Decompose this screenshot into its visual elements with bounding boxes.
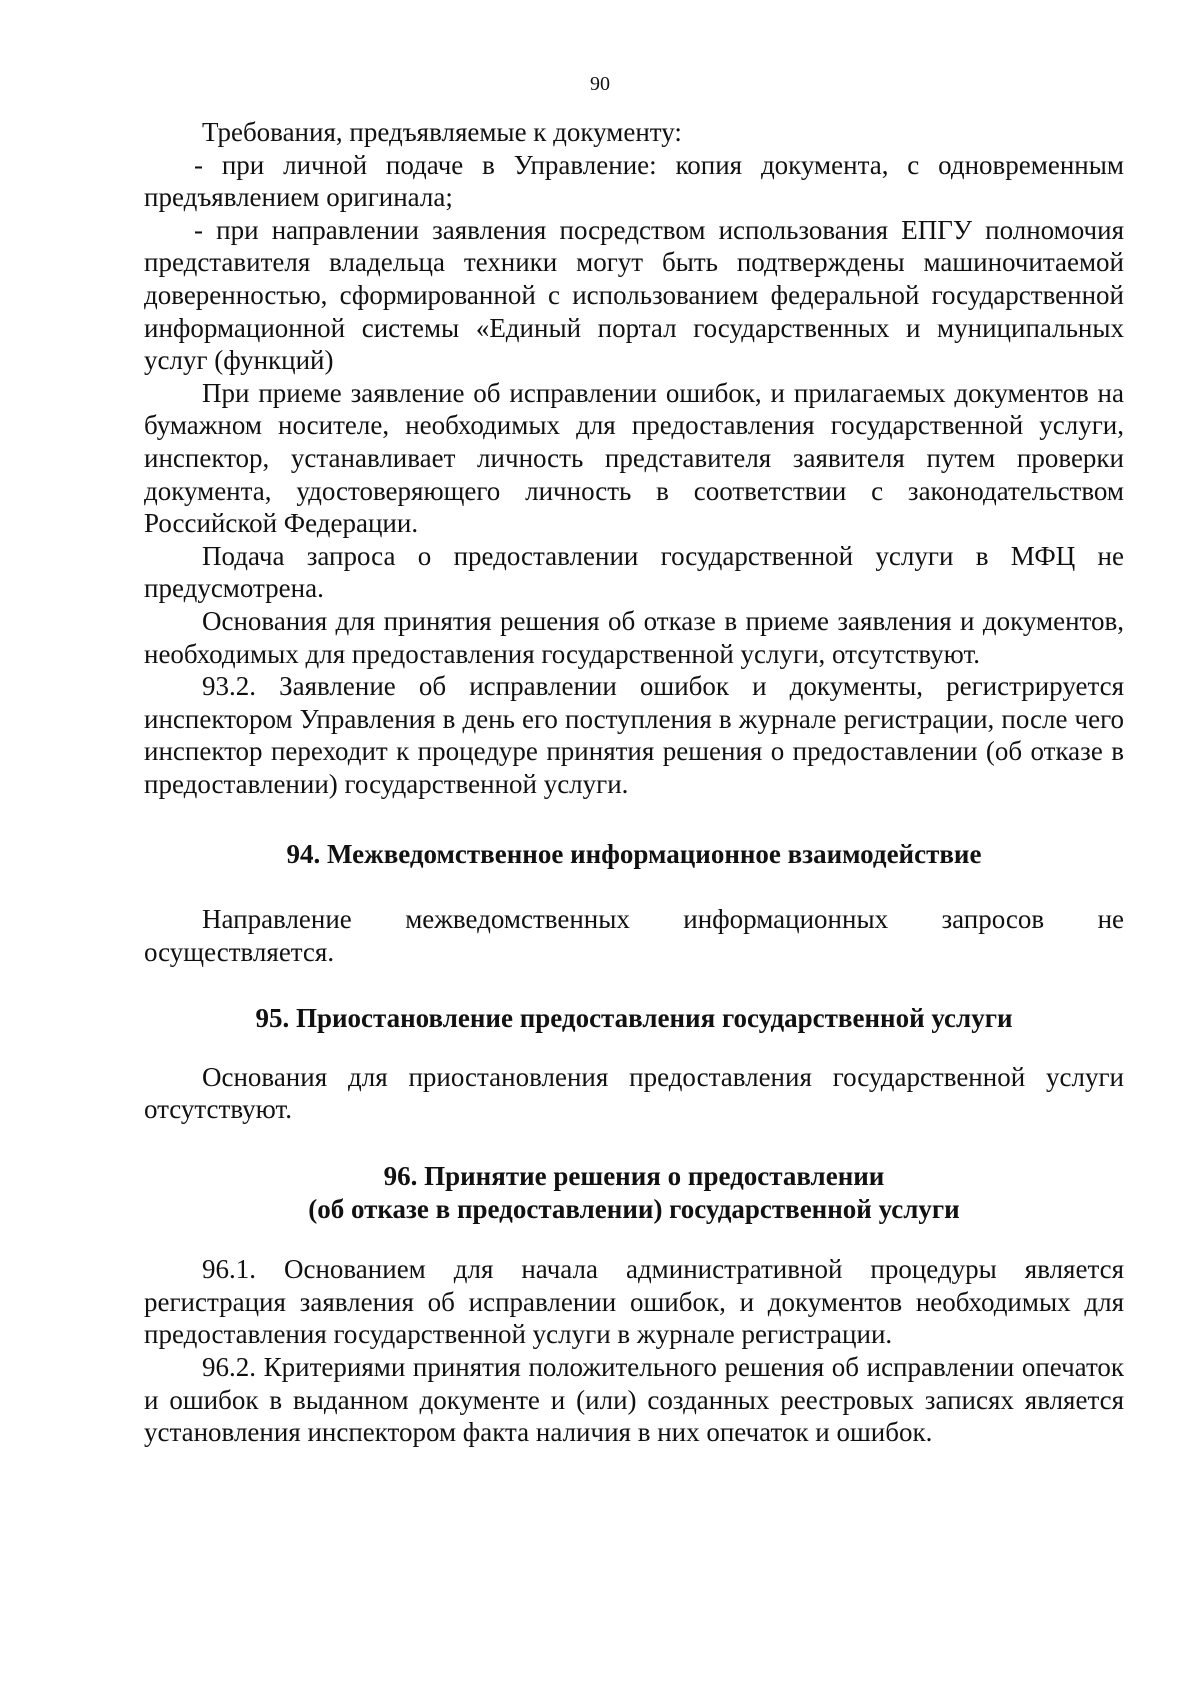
paragraph-mfc: Подача запроса о предоставлении государственной услуги в МФЦ не предусмотрена. [144,540,1124,604]
section-95-heading: 95. Приостановление предоставления государственной услуги [255,1003,1013,1034]
section-96-heading [144,1160,1124,1225]
page-number: 90 [590,73,610,95]
paragraph-96-2: 96.2. Критериями принятия положительного решения об исправлении опечаток и ошибок в выданном документе и (или) созданных реестровых записях является установления инспектором факта наличия в них опечаток и ошибок. [144,1352,1124,1448]
paragraph-96-1: 96.1. Основанием для начала административной процедуры является регистрация заявления об исправлении ошибок, и документов необходимых для предоставления государственной услуги в журнале регистрации. [144,1254,1124,1350]
section-94-text: Направление межведомственных информационных запросов не осуществляется. [144,904,1124,967]
document-body [144,116,1124,1449]
paragraph-refusal-grounds: Основания для принятия решения об отказе в приеме заявления и документов, необходимых для предоставления государственной услуги, отсутствуют. [144,605,1124,669]
paragraph-paper-acceptance: При приеме заявление об исправлении ошибок, и прилагаемых документов на бумажном носителе, необходимых для предоставления государственной услуги, инспектор, устанавливает личность представителя заявителя путем проверки документа, удостоверяющего личность в соответствии с законодательством Российской Федерации. [144,377,1124,539]
section-95-text: Основания для приостановления предоставления государственной услуги отсутствуют. [144,1061,1124,1125]
paragraph-93-2: 93.2. Заявление об исправлении ошибок и документы, регистрируется инспектором Управления в день его поступления в журнале регистрации, после чего инспектор переходит к процедуре принятия решения о предоставлении (об отказе в предоставлении) государственной услуги. [144,671,1124,799]
section-96-heading-line1: 96. Принятие решения о предоставлении [383,1161,885,1192]
paragraph-epgu-submission: - при направлении заявления посредством использования ЕПГУ полномочия представителя владельца техники могут быть подтверждены машиночитаемой доверенностью, сформированной с использованием федеральной государственной информационной системы «Единый портал государственных и муниципальных услуг (функций) [144,214,1124,376]
paragraph-personal-submission: - при личной подаче в Управление: копия документа, с одновременным предъявлением оригинала; [144,149,1124,213]
section-94-heading: 94. Межведомственное информационное взаимодействие [286,839,982,870]
section-96-heading-line2: (об отказе в предоставлении) государственной услуги [308,1193,960,1224]
paragraph-requirements-intro: Требования, предъявляемые к документу: [202,117,682,147]
